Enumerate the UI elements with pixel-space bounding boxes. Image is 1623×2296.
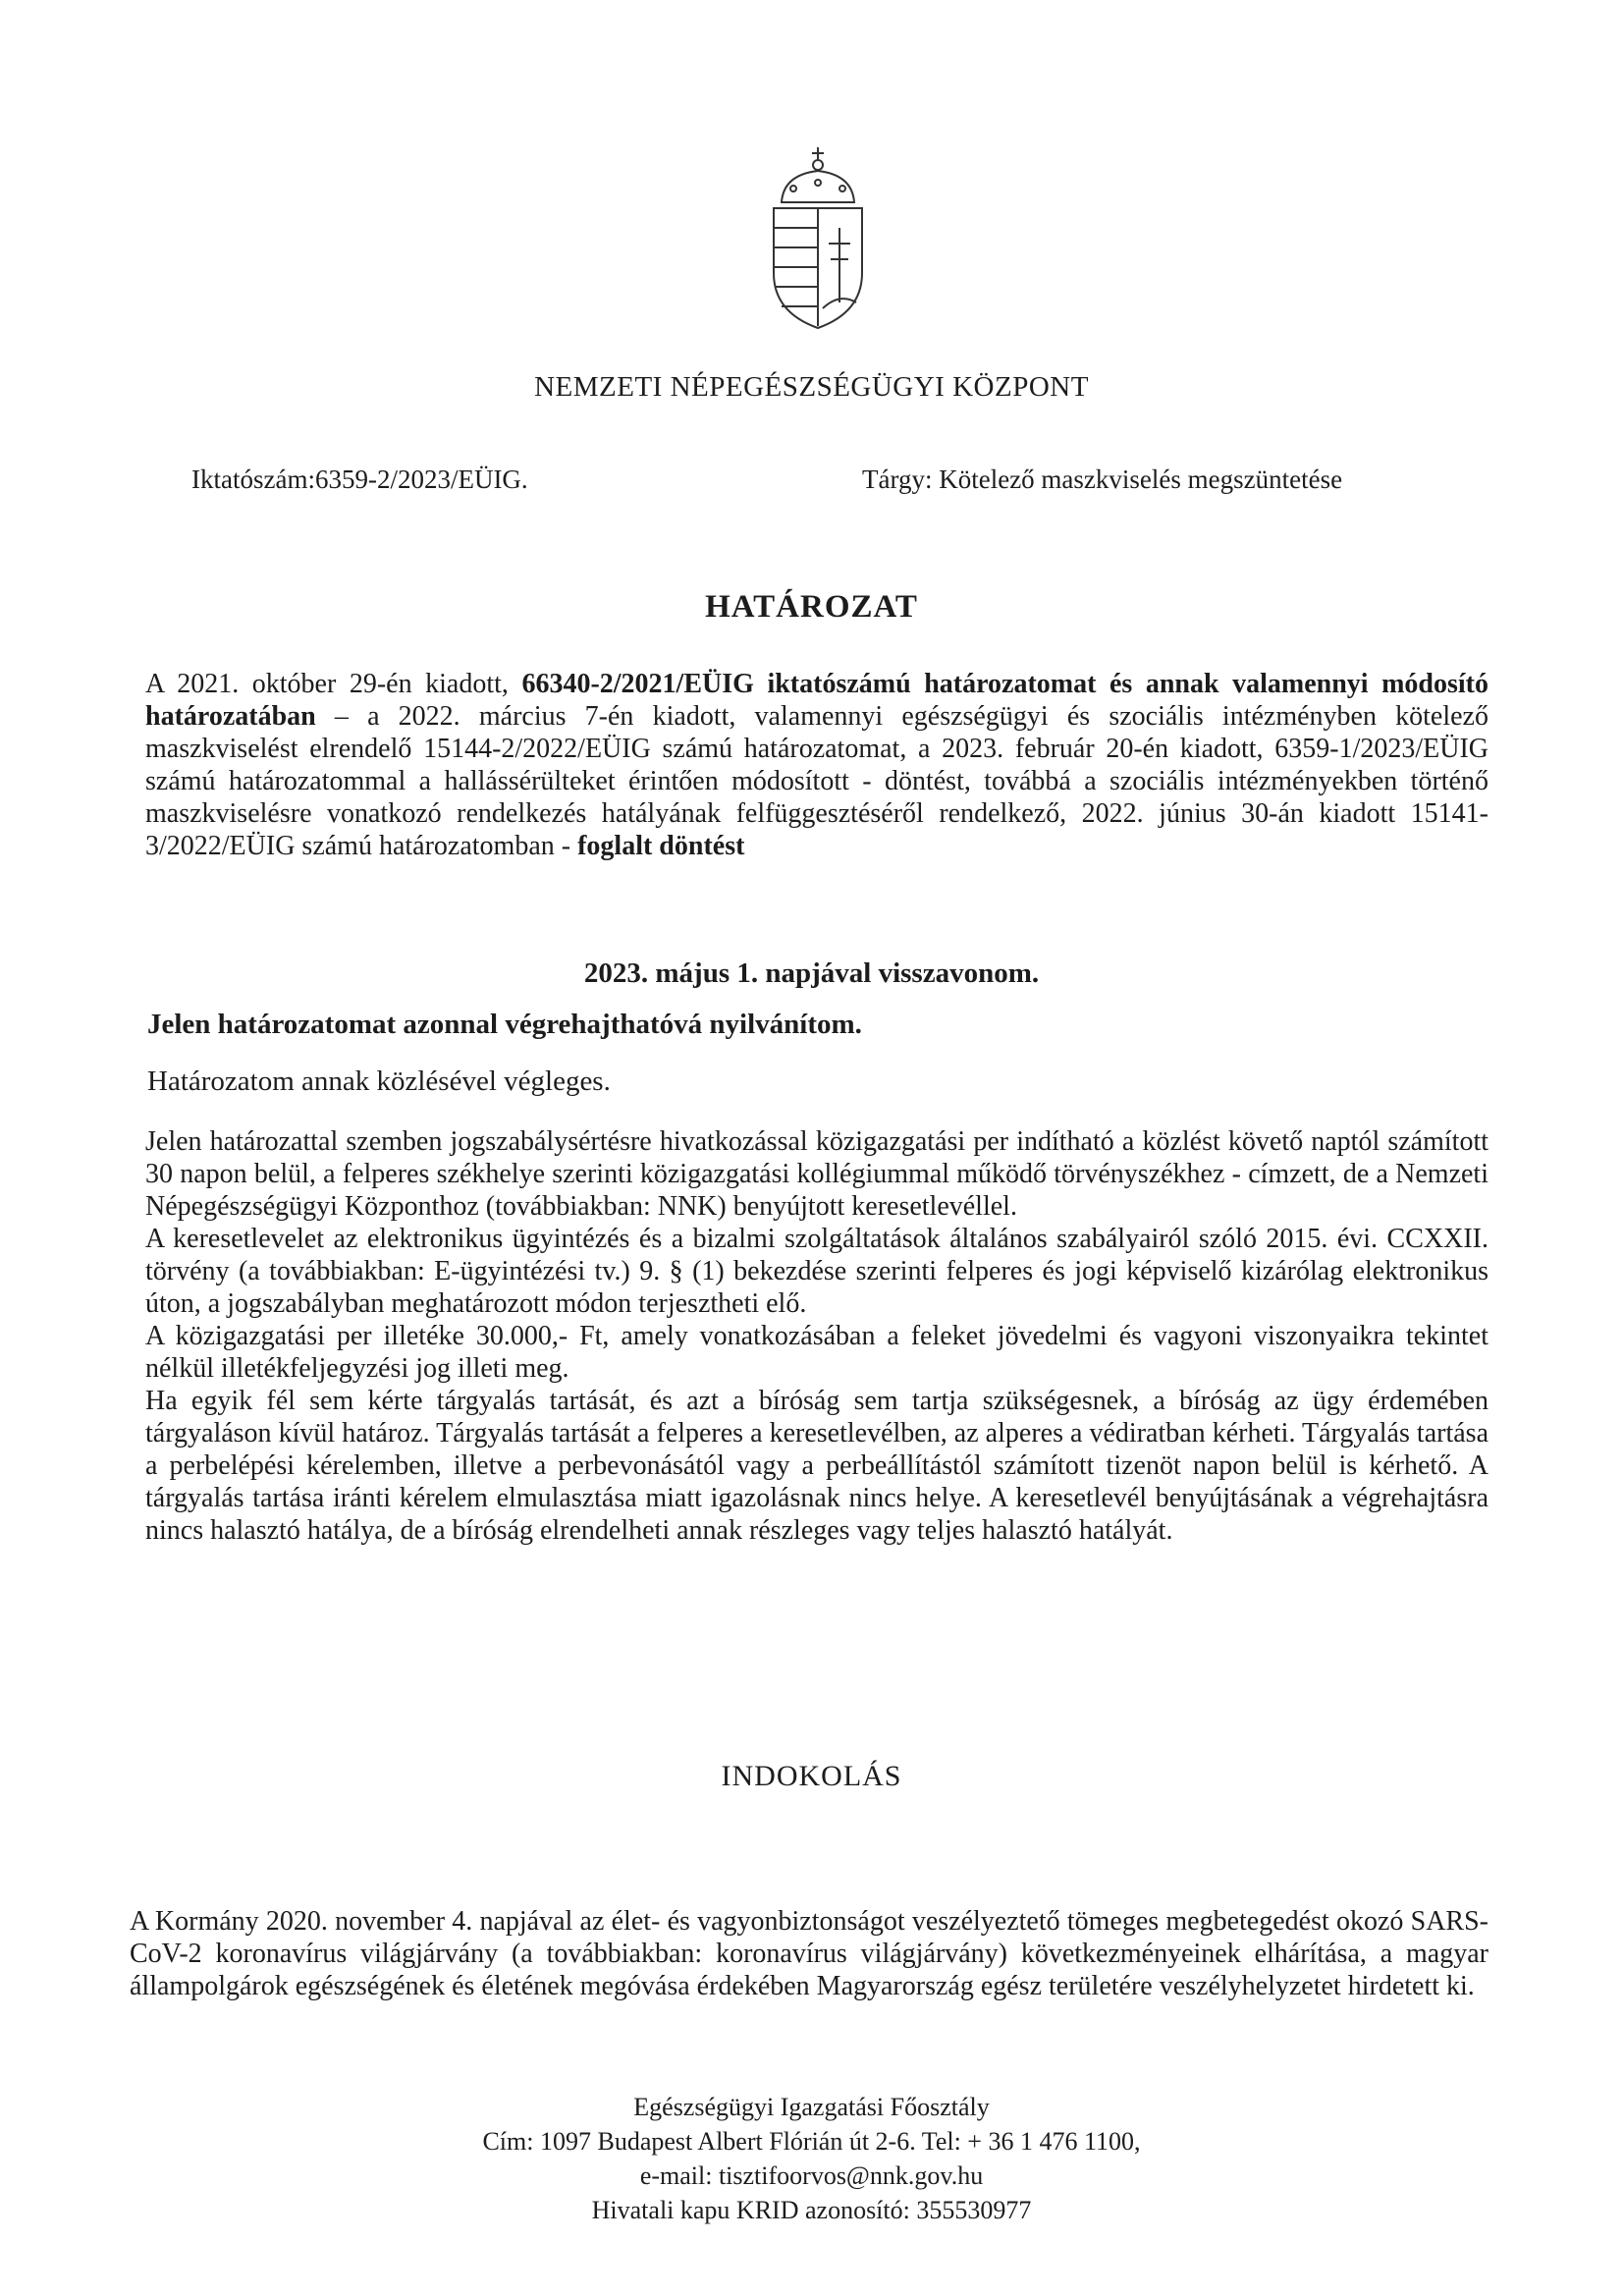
coat-of-arms-icon xyxy=(764,145,872,332)
remedy-paragraph: A közigazgatási per illetéke 30.000,- Ft, amely vonatkozásában a feleket jövedelmi és vagyoni viszonyaikra tekintet nélkül illetékfeljegyzési jog illeti meg. xyxy=(145,1321,1488,1384)
reference-number: Iktatószám:6359-2/2023/EÜIG. xyxy=(191,465,528,494)
footer xyxy=(0,2090,1623,2227)
enforceability-statement: Jelen határozatomat azonnal végrehajthatóvá nyilvánítom. xyxy=(147,1009,862,1040)
remedy-paragraph: Ha egyik fél sem kérte tárgyalás tartását, és azt a bíróság sem tartja szükségesnek, a bíróság az ügy érdemében tárgyaláson kívül határoz. Tárgyalás tartását a felperes a keresetlevélben, az alperes a védiratban kérheti. Tárgyalás tartása a perbelépési kérelemben, illetve a perbevonásától vagy a perbeállítástól számított tizenöt napon belül is kérhető. A tárgyalás tartása iránti kérelem elmulasztása miatt igazolásnak nincs helye. A keresetlevél benyújtásának a végrehajtásra nincs halasztó hatálya, de a bíróság elrendelheti annak részleges vagy teljes halasztó hatályát. xyxy=(145,1386,1488,1546)
footer-email: e-mail: tisztifoorvos@nnk.gov.hu xyxy=(639,2161,984,2190)
organization-name: NEMZETI NÉPEGÉSZSÉGÜGYI KÖZPONT xyxy=(534,371,1089,403)
intro-text-1: A 2021. október 29-én kiadott, xyxy=(145,669,522,699)
remedy-paragraph: Jelen határozattal szemben jogszabálysértésre hivatkozással közigazgatási per indítható a közlést követő naptól számított 30 napon belül, a felperes székhelye szerinti közigazgatási kollégiummal működő törvényszékhez - címzett, de a Nemzeti Népegészségügyi Központhoz (továbbiakban: NNK) benyújtott keresetlevéllel. xyxy=(145,1126,1488,1222)
decision-title: HATÁROZAT xyxy=(705,589,918,625)
intro-bold-1: 66340-2/2021/EÜIG iktatószámú határozatomat és annak valamennyi módosító határozatában xyxy=(145,669,1488,732)
remedy-paragraph: A keresetlevelet az elektronikus ügyintézés és a bizalmi szolgáltatások általános szabályairól szóló 2015. évi. CCXXII. törvény (a továbbiakban: E-ügyintézési tv.) 9. § (1) bekezdése szerinti felperes és jogi képviselő kizárólag elektronikus úton, a jogszabályban meghatározott módon terjesztheti elő. xyxy=(145,1224,1488,1319)
subject-line: Tárgy: Kötelező maszkviselés megszüntetése xyxy=(862,465,1343,494)
revocation-statement: 2023. május 1. napjával visszavonom. xyxy=(583,957,1040,989)
footer-department: Egészségügyi Igazgatási Főosztály xyxy=(633,2093,990,2121)
intro-bold-2: foglalt döntést xyxy=(577,831,745,861)
intro-text-2: – a 2022. március 7-én kiadott, valamennyi egészségügyi és szociális intézményben kötelező maszkviselést elrendelő 15144-2/2022/EÜIG számú határozatomat, a 2023. február 20-én kiadott, 6359-1/2023/EÜIG számú határozatommal a hallássérülteket érintően módosított - döntést, továbbá a szociális intézményekben történő maszkviselésre vonatkozó rendelkezés hatályának felfüggesztéséről rendelkező, 2022. június 30-án kiadott 15141-3/2022/EÜIG számú határozatomban - xyxy=(145,701,1488,861)
reasoning-title: INDOKOLÁS xyxy=(721,1760,902,1792)
finality-statement: Határozatom annak közlésével végleges. xyxy=(147,1066,611,1097)
decision-intro-paragraph xyxy=(145,668,1488,862)
reasoning-paragraph: A Kormány 2020. november 4. napjával az élet- és vagyonbiztonságot veszélyeztető tömeges megbetegedést okozó SARS-CoV-2 koronavírus világjárvány (a továbbiakban: koronavírus világjárvány) következményeinek elhárítása, a magyar állampolgárok egészségének és életének megóvása érdekében Magyarország egész területére veszélyhelyzetet hirdetett ki. xyxy=(130,1906,1488,2001)
footer-krid: Hivatali kapu KRID azonosító: 355530977 xyxy=(591,2196,1032,2224)
footer-address: Cím: 1097 Budapest Albert Flórián út 2-6. Tel: + 36 1 476 1100, xyxy=(482,2127,1141,2156)
legal-remedy-section xyxy=(145,1125,1488,1547)
